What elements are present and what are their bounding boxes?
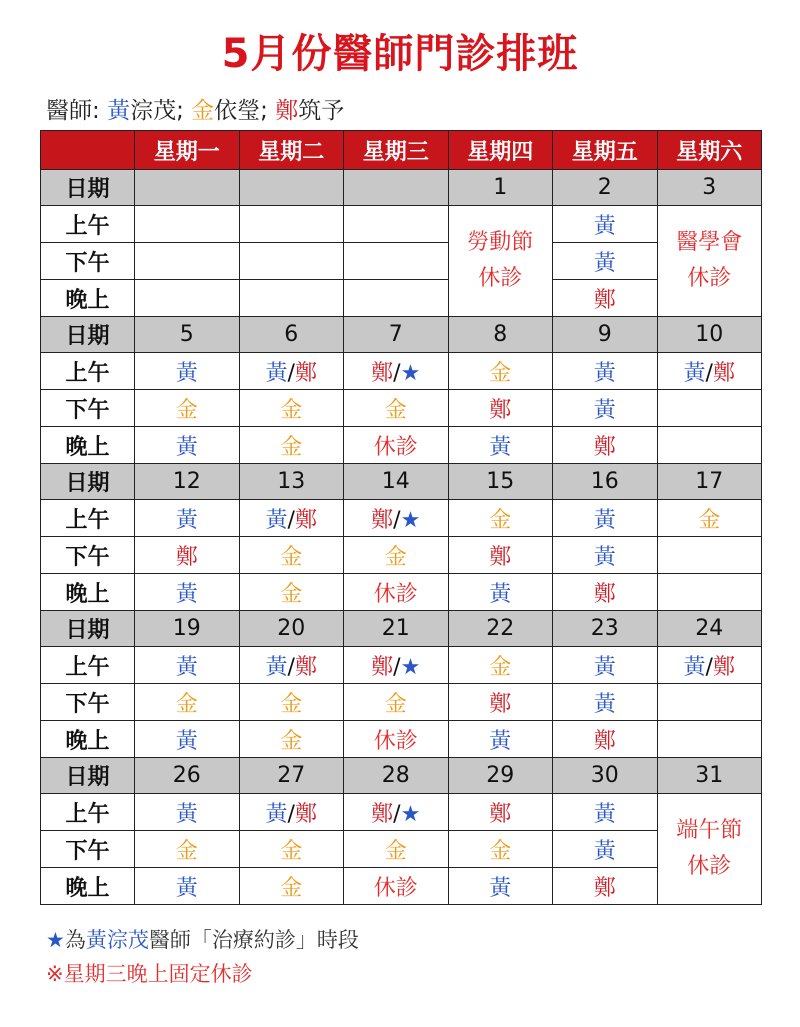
doctor-abbr: 黃 bbox=[593, 801, 616, 827]
doctor-abbr: 金 bbox=[384, 838, 407, 864]
doctor-abbr: 金 bbox=[280, 838, 303, 864]
row-label-date: 日期 bbox=[41, 170, 135, 206]
doctor-abbr: 黃 bbox=[265, 801, 288, 827]
doctor-abbr: 黃 bbox=[175, 434, 198, 460]
schedule-cell bbox=[553, 831, 658, 868]
schedule-cell bbox=[344, 206, 449, 243]
slot-row-afternoon bbox=[41, 243, 762, 280]
row-label-evening: 晚上 bbox=[41, 721, 135, 758]
slash-separator: / bbox=[705, 360, 713, 386]
doctor-abbr: 金 bbox=[280, 544, 303, 570]
date-cell: 5 bbox=[135, 317, 240, 353]
doctor-abbr: 金 bbox=[280, 581, 303, 607]
date-cell: 6 bbox=[239, 317, 344, 353]
schedule-cell bbox=[657, 390, 762, 427]
doctor-abbr: 黃 bbox=[175, 875, 198, 901]
doctor-abbr: 金 bbox=[384, 397, 407, 423]
doctor-separator: ; bbox=[176, 98, 192, 124]
slash-separator: / bbox=[393, 654, 401, 680]
schedule-cell bbox=[135, 500, 240, 537]
row-label-date: 日期 bbox=[41, 758, 135, 794]
schedule-cell bbox=[239, 684, 344, 721]
doctor-abbr: 鄭 bbox=[489, 544, 512, 570]
row-label-date: 日期 bbox=[41, 317, 135, 353]
schedule-cell bbox=[135, 868, 240, 905]
slash-separator: / bbox=[393, 360, 401, 386]
doctor-abbr: 鄭 bbox=[489, 397, 512, 423]
date-cell bbox=[239, 170, 344, 206]
date-row bbox=[41, 464, 762, 500]
row-label-morning: 上午 bbox=[41, 353, 135, 390]
weekday-header: 星期六 bbox=[657, 131, 762, 170]
doctor-hwang-abbr: 黃 bbox=[107, 98, 131, 124]
schedule-cell bbox=[657, 647, 762, 684]
doctor-abbr: 金 bbox=[489, 654, 512, 680]
schedule-cell bbox=[553, 721, 658, 758]
slot-row-evening bbox=[41, 868, 762, 905]
holiday-text: 休診 bbox=[687, 854, 732, 879]
schedule-cell bbox=[344, 500, 449, 537]
schedule-cell bbox=[448, 794, 553, 831]
star-icon: ★ bbox=[46, 928, 65, 952]
schedule-cell bbox=[448, 684, 553, 721]
schedule-cell bbox=[239, 794, 344, 831]
schedule-cell bbox=[239, 390, 344, 427]
closed-label: 休診 bbox=[373, 581, 418, 607]
schedule-cell bbox=[553, 427, 658, 464]
schedule-cell bbox=[344, 390, 449, 427]
schedule-cell bbox=[239, 831, 344, 868]
holiday-closed-cell bbox=[657, 206, 762, 317]
schedule-cell bbox=[657, 500, 762, 537]
star-icon: ★ bbox=[400, 507, 421, 533]
date-cell: 3 bbox=[657, 170, 762, 206]
date-cell: 17 bbox=[657, 464, 762, 500]
doctor-abbr: 黃 bbox=[265, 507, 288, 533]
date-cell: 8 bbox=[448, 317, 553, 353]
schedule-cell bbox=[135, 794, 240, 831]
schedule-cell bbox=[239, 243, 344, 280]
doctor-abbr: 黃 bbox=[175, 654, 198, 680]
weekday-header: 星期三 bbox=[344, 131, 449, 170]
doctor-abbr: 黃 bbox=[489, 434, 512, 460]
schedule-cell bbox=[448, 868, 553, 905]
doctor-abbr: 黃 bbox=[175, 728, 198, 754]
schedule-cell bbox=[657, 574, 762, 611]
footnote-star-pre: 為 bbox=[64, 928, 86, 952]
schedule-cell bbox=[344, 574, 449, 611]
doctor-abbr: 金 bbox=[280, 397, 303, 423]
doctor-abbr: 黃 bbox=[489, 581, 512, 607]
row-label-date: 日期 bbox=[41, 464, 135, 500]
doctor-jin-name: 依瑩 bbox=[214, 98, 261, 124]
schedule-cell bbox=[135, 390, 240, 427]
schedule-cell bbox=[448, 574, 553, 611]
doctor-legend-prefix: 醫師: bbox=[46, 98, 108, 124]
schedule-cell bbox=[553, 868, 658, 905]
schedule-cell bbox=[448, 500, 553, 537]
doctor-abbr: 黃 bbox=[175, 360, 198, 386]
doctor-abbr: 黃 bbox=[593, 397, 616, 423]
footnote-doctor-name: 黃淙茂 bbox=[85, 928, 149, 952]
date-cell: 29 bbox=[448, 758, 553, 794]
row-label-evening: 晚上 bbox=[41, 280, 135, 317]
page-title: 5月份醫師門診排班 bbox=[221, 31, 579, 77]
weekday-header: 星期二 bbox=[239, 131, 344, 170]
schedule-cell bbox=[657, 721, 762, 758]
slash-separator: / bbox=[287, 654, 295, 680]
schedule-cell bbox=[135, 243, 240, 280]
holiday-text: 醫學會 bbox=[676, 230, 743, 255]
slash-separator: / bbox=[287, 507, 295, 533]
doctor-abbr: 金 bbox=[489, 838, 512, 864]
footnote-star bbox=[46, 924, 359, 954]
row-label-afternoon: 下午 bbox=[41, 537, 135, 574]
schedule-cell bbox=[344, 794, 449, 831]
row-label-evening: 晚上 bbox=[41, 427, 135, 464]
doctor-abbr: 鄭 bbox=[593, 581, 616, 607]
schedule-cell bbox=[657, 427, 762, 464]
date-cell: 22 bbox=[448, 611, 553, 647]
schedule-cell bbox=[344, 243, 449, 280]
weekday-header: 星期五 bbox=[553, 131, 658, 170]
date-cell: 24 bbox=[657, 611, 762, 647]
doctor-jin-abbr: 金 bbox=[191, 98, 215, 124]
date-cell: 14 bbox=[344, 464, 449, 500]
star-icon: ★ bbox=[400, 801, 421, 827]
weekday-header: 星期四 bbox=[448, 131, 553, 170]
row-label-morning: 上午 bbox=[41, 206, 135, 243]
holiday-text: 端午節 bbox=[676, 818, 743, 843]
schedule-cell bbox=[344, 721, 449, 758]
doctor-abbr: 黃 bbox=[175, 801, 198, 827]
schedule-cell bbox=[344, 427, 449, 464]
doctor-hwang-name: 淙茂 bbox=[130, 98, 177, 124]
schedule-cell bbox=[135, 206, 240, 243]
row-label-evening: 晚上 bbox=[41, 574, 135, 611]
doctor-abbr: 金 bbox=[384, 544, 407, 570]
doctor-separator: ; bbox=[260, 98, 276, 124]
slash-separator: / bbox=[705, 654, 713, 680]
row-label-afternoon: 下午 bbox=[41, 390, 135, 427]
schedule-cell bbox=[553, 537, 658, 574]
row-label-morning: 上午 bbox=[41, 794, 135, 831]
doctor-abbr: 鄭 bbox=[371, 801, 394, 827]
schedule-cell bbox=[135, 353, 240, 390]
doctor-abbr: 金 bbox=[489, 360, 512, 386]
slash-separator: / bbox=[287, 360, 295, 386]
schedule-cell bbox=[239, 868, 344, 905]
schedule-cell bbox=[448, 390, 553, 427]
doctor-abbr: 金 bbox=[175, 838, 198, 864]
date-cell: 21 bbox=[344, 611, 449, 647]
slot-row-evening bbox=[41, 721, 762, 758]
schedule-cell bbox=[553, 390, 658, 427]
doctor-abbr: 金 bbox=[489, 507, 512, 533]
date-cell: 12 bbox=[135, 464, 240, 500]
doctor-abbr: 鄭 bbox=[294, 507, 317, 533]
doctor-abbr: 黃 bbox=[683, 654, 706, 680]
doctor-abbr: 黃 bbox=[593, 507, 616, 533]
date-cell: 7 bbox=[344, 317, 449, 353]
star-icon: ★ bbox=[400, 360, 421, 386]
row-label-evening: 晚上 bbox=[41, 868, 135, 905]
schedule-cell bbox=[239, 721, 344, 758]
schedule-cell bbox=[344, 280, 449, 317]
date-cell: 28 bbox=[344, 758, 449, 794]
doctor-abbr: 黃 bbox=[175, 507, 198, 533]
schedule-cell bbox=[239, 427, 344, 464]
doctor-abbr: 鄭 bbox=[593, 875, 616, 901]
doctor-abbr: 金 bbox=[175, 397, 198, 423]
doctor-abbr: 鄭 bbox=[371, 654, 394, 680]
star-icon: ★ bbox=[400, 654, 421, 680]
schedule-cell bbox=[344, 831, 449, 868]
schedule-cell bbox=[239, 206, 344, 243]
schedule-table bbox=[40, 130, 762, 905]
doctor-abbr: 鄭 bbox=[489, 801, 512, 827]
doctor-abbr: 鄭 bbox=[593, 434, 616, 460]
doctor-abbr: 金 bbox=[384, 691, 407, 717]
doctor-abbr: 鄭 bbox=[712, 360, 735, 386]
doctor-abbr: 黃 bbox=[593, 213, 616, 239]
date-cell: 30 bbox=[553, 758, 658, 794]
schedule-cell bbox=[448, 647, 553, 684]
date-row bbox=[41, 170, 762, 206]
slot-row-evening bbox=[41, 427, 762, 464]
doctor-abbr: 黃 bbox=[593, 654, 616, 680]
row-label-morning: 上午 bbox=[41, 500, 135, 537]
holiday-closed-cell bbox=[448, 206, 553, 317]
schedule-cell bbox=[135, 574, 240, 611]
slash-separator: / bbox=[393, 507, 401, 533]
schedule-cell bbox=[135, 427, 240, 464]
schedule-cell bbox=[553, 684, 658, 721]
closed-label: 休診 bbox=[373, 728, 418, 754]
doctor-abbr: 鄭 bbox=[489, 691, 512, 717]
date-cell: 31 bbox=[657, 758, 762, 794]
schedule-cell bbox=[448, 537, 553, 574]
closed-label: 休診 bbox=[373, 434, 418, 460]
date-cell bbox=[135, 170, 240, 206]
doctor-abbr: 鄭 bbox=[175, 544, 198, 570]
schedule-cell bbox=[657, 537, 762, 574]
date-cell: 9 bbox=[553, 317, 658, 353]
schedule-cell bbox=[553, 794, 658, 831]
slot-row-morning bbox=[41, 647, 762, 684]
schedule-cell bbox=[553, 647, 658, 684]
doctor-abbr: 鄭 bbox=[371, 360, 394, 386]
schedule-cell bbox=[135, 721, 240, 758]
doctor-abbr: 金 bbox=[280, 875, 303, 901]
schedule-cell bbox=[135, 831, 240, 868]
doctor-abbr: 鄭 bbox=[593, 728, 616, 754]
slash-separator: / bbox=[287, 801, 295, 827]
doctor-abbr: 黃 bbox=[265, 654, 288, 680]
doctor-abbr: 鄭 bbox=[294, 801, 317, 827]
date-row bbox=[41, 317, 762, 353]
slot-row-morning bbox=[41, 794, 762, 831]
holiday-closed-cell bbox=[657, 794, 762, 905]
header-corner bbox=[41, 131, 135, 170]
date-cell: 10 bbox=[657, 317, 762, 353]
weekday-header-row bbox=[41, 131, 762, 170]
row-label-afternoon: 下午 bbox=[41, 684, 135, 721]
doctor-abbr: 黃 bbox=[489, 728, 512, 754]
date-cell: 27 bbox=[239, 758, 344, 794]
closed-label: 休診 bbox=[373, 875, 418, 901]
doctor-abbr: 黃 bbox=[593, 691, 616, 717]
schedule-cell bbox=[135, 537, 240, 574]
schedule-cell bbox=[448, 831, 553, 868]
date-cell: 1 bbox=[448, 170, 553, 206]
date-cell: 16 bbox=[553, 464, 658, 500]
date-cell: 19 bbox=[135, 611, 240, 647]
doctor-abbr: 黃 bbox=[683, 360, 706, 386]
schedule-cell bbox=[448, 353, 553, 390]
doctor-abbr: 黃 bbox=[175, 581, 198, 607]
schedule-cell bbox=[344, 684, 449, 721]
doctor-abbr: 鄭 bbox=[712, 654, 735, 680]
slot-row-evening bbox=[41, 280, 762, 317]
schedule-cell bbox=[239, 574, 344, 611]
doctor-abbr: 金 bbox=[698, 507, 721, 533]
doctor-abbr: 鄭 bbox=[294, 654, 317, 680]
schedule-cell bbox=[239, 647, 344, 684]
schedule-cell bbox=[135, 280, 240, 317]
doctor-zheng-abbr: 鄭 bbox=[275, 98, 299, 124]
doctor-abbr: 黃 bbox=[593, 838, 616, 864]
schedule-cell bbox=[448, 427, 553, 464]
date-row bbox=[41, 611, 762, 647]
date-cell: 2 bbox=[553, 170, 658, 206]
schedule-cell bbox=[239, 537, 344, 574]
date-cell bbox=[344, 170, 449, 206]
footnote-star-post: 醫師「治療約診」時段 bbox=[148, 928, 359, 952]
doctor-abbr: 金 bbox=[175, 691, 198, 717]
schedule-cell bbox=[239, 500, 344, 537]
slot-row-morning bbox=[41, 353, 762, 390]
schedule-cell bbox=[553, 206, 658, 243]
doctor-abbr: 鄭 bbox=[593, 287, 616, 313]
schedule-cell bbox=[239, 353, 344, 390]
doctor-abbr: 黃 bbox=[265, 360, 288, 386]
holiday-text: 休診 bbox=[687, 266, 732, 291]
holiday-text: 勞動節 bbox=[467, 230, 534, 255]
schedule-cell bbox=[344, 353, 449, 390]
doctor-abbr: 鄭 bbox=[371, 507, 394, 533]
date-cell: 13 bbox=[239, 464, 344, 500]
schedule-cell bbox=[239, 280, 344, 317]
schedule-cell bbox=[553, 500, 658, 537]
date-cell: 26 bbox=[135, 758, 240, 794]
slash-separator: / bbox=[393, 801, 401, 827]
doctor-abbr: 金 bbox=[280, 691, 303, 717]
doctor-abbr: 黃 bbox=[593, 250, 616, 276]
doctor-abbr: 黃 bbox=[489, 875, 512, 901]
slot-row-afternoon bbox=[41, 537, 762, 574]
date-row bbox=[41, 758, 762, 794]
doctor-abbr: 金 bbox=[280, 728, 303, 754]
doctor-abbr: 鄭 bbox=[294, 360, 317, 386]
schedule-cell bbox=[657, 353, 762, 390]
date-cell: 23 bbox=[553, 611, 658, 647]
doctor-legend bbox=[46, 92, 344, 125]
doctor-abbr: 黃 bbox=[593, 544, 616, 570]
row-label-afternoon: 下午 bbox=[41, 831, 135, 868]
schedule-cell bbox=[135, 647, 240, 684]
schedule-cell bbox=[657, 684, 762, 721]
slot-row-afternoon bbox=[41, 390, 762, 427]
doctor-abbr: 金 bbox=[280, 434, 303, 460]
row-label-afternoon: 下午 bbox=[41, 243, 135, 280]
weekday-header: 星期一 bbox=[135, 131, 240, 170]
doctor-abbr: 黃 bbox=[593, 360, 616, 386]
slot-row-morning bbox=[41, 206, 762, 243]
slot-row-evening bbox=[41, 574, 762, 611]
schedule-cell bbox=[344, 647, 449, 684]
date-cell: 20 bbox=[239, 611, 344, 647]
schedule-cell bbox=[553, 243, 658, 280]
row-label-morning: 上午 bbox=[41, 647, 135, 684]
schedule-cell bbox=[553, 574, 658, 611]
schedule-cell bbox=[344, 868, 449, 905]
slot-row-morning bbox=[41, 500, 762, 537]
slot-row-afternoon bbox=[41, 831, 762, 868]
row-label-date: 日期 bbox=[41, 611, 135, 647]
slot-row-afternoon bbox=[41, 684, 762, 721]
date-cell: 15 bbox=[448, 464, 553, 500]
holiday-text: 休診 bbox=[478, 266, 523, 291]
schedule-cell bbox=[344, 537, 449, 574]
schedule-cell bbox=[553, 280, 658, 317]
schedule-cell bbox=[448, 721, 553, 758]
schedule-cell bbox=[553, 353, 658, 390]
footnote-wednesday-closed: ※星期三晚上固定休診 bbox=[46, 962, 253, 986]
doctor-zheng-name: 筑予 bbox=[298, 98, 345, 124]
schedule-cell bbox=[135, 684, 240, 721]
